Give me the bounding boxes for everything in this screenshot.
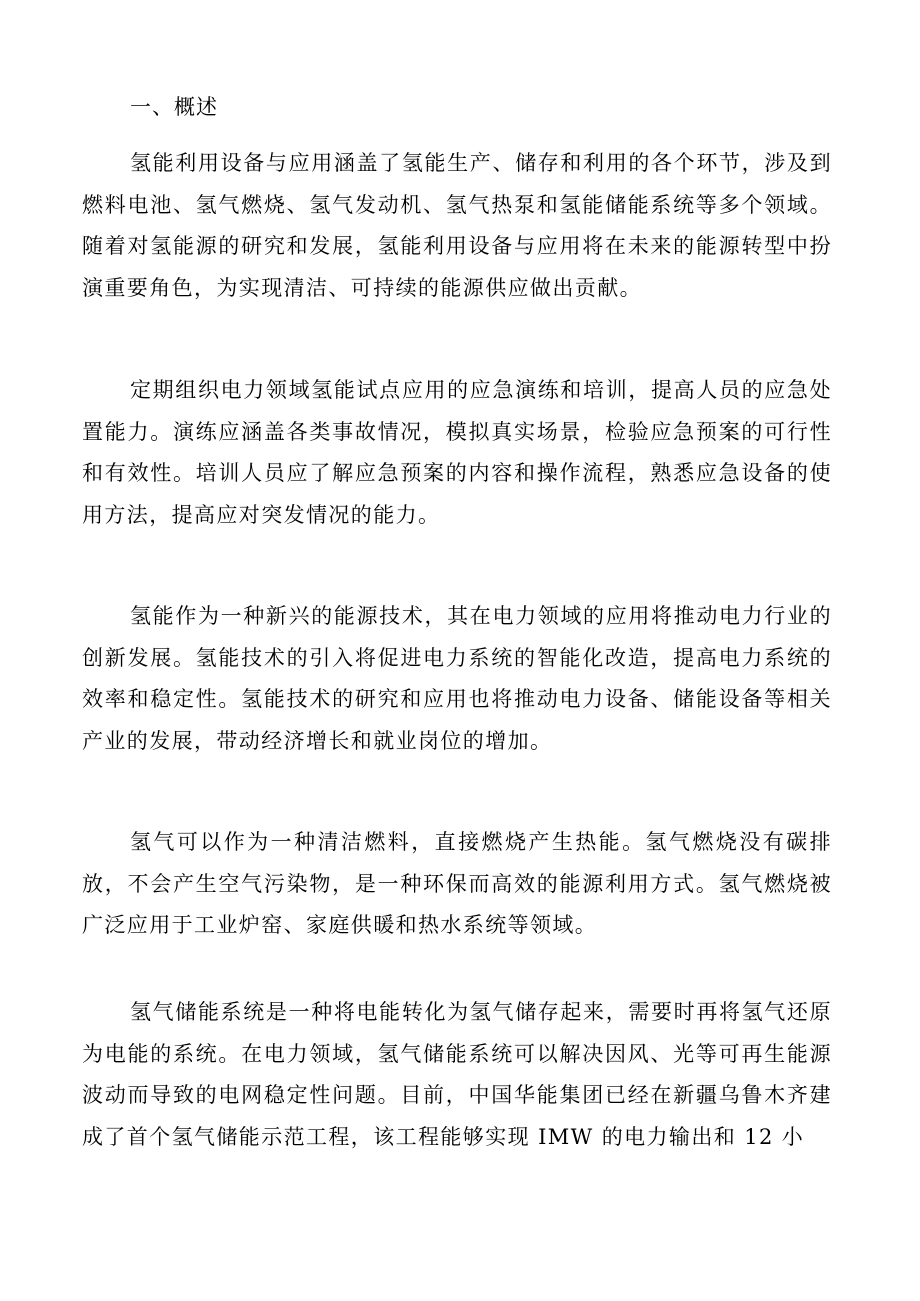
paragraph-energy-storage: 氢气储能系统是一种将电能转化为氢气储存起来，需要时再将氢气还原为电能的系统。在电力领域，氢气储能系统可以解决因风、光等可再生能源波动而导致的电网稳定性问题。目前，中国华能集团已经在新疆乌鲁木齐建成了首个氢气储能示范工程，该工程能够实现 IMW 的电力输出和 12 小 <box>82 1000 832 1149</box>
paragraph-overview: 氢能利用设备与应用涵盖了氢能生产、储存和利用的各个环节，涉及到燃料电池、氢气燃烧、氢气发动机、氢气热泵和氢能储能系统等多个领域。随着对氢能源的研究和发展，氢能利用设备与应用将在未来的能源转型中扮演重要角色，为实现清洁、可持续的能源供应做出贡献。 <box>82 151 832 300</box>
paragraph-innovation: 氢能作为一种新兴的能源技术，其在电力领域的应用将推动电力行业的创新发展。氢能技术的引入将促进电力系统的智能化改造，提高电力系统的效率和稳定性。氢能技术的研究和应用也将推动电力设备、储能设备等相关产业的发展，带动经济增长和就业岗位的增加。 <box>82 604 832 753</box>
paragraph-emergency-drills: 定期组织电力领域氢能试点应用的应急演练和培训，提高人员的应急处置能力。演练应涵盖各类事故情况，模拟真实场景，检验应急预案的可行性和有效性。培训人员应了解应急预案的内容和操作流程，熟悉应急设备的使用方法，提高应对突发情况的能力。 <box>82 378 832 527</box>
section-heading: 一、概述 <box>130 95 218 119</box>
paragraph-combustion: 氢气可以作为一种清洁燃料，直接燃烧产生热能。氢气燃烧没有碳排放，不会产生空气污染物，是一种环保而高效的能源利用方式。氢气燃烧被广泛应用于工业炉窑、家庭供暖和热水系统等领域。 <box>82 830 832 937</box>
